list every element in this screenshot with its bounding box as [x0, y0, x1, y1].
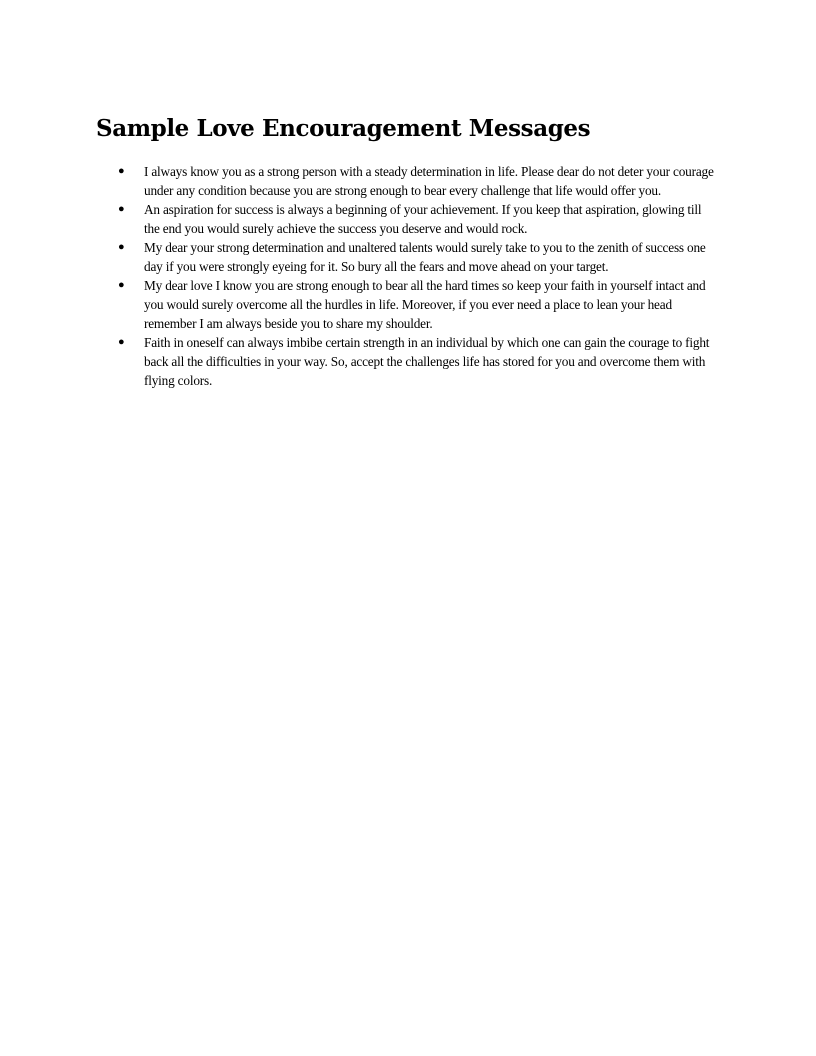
- list-item: [96, 200, 720, 238]
- message-text: Faith in oneself can always imbibe certain strength in an individual by which one can gain the courage to fight back all the difficulties in your way. So, accept the challenges life has stored for you and overcome them with flying colors.: [144, 335, 710, 388]
- bullet-icon: ●: [118, 336, 125, 348]
- bullet-icon: ●: [118, 165, 125, 177]
- message-text: An aspiration for success is always a beginning of your achievement. If you keep that aspiration, glowing till the end you would surely achieve the success you deserve and would rock.: [144, 202, 702, 236]
- message-text: My dear your strong determination and unaltered talents would surely take to you to the zenith of success one day if you were strongly eyeing for it. So bury all the fears and move ahead on your target.: [144, 240, 706, 274]
- list-item: [96, 162, 720, 200]
- document-title: Sample Love Encouragement Messages: [96, 115, 591, 142]
- message-text: I always know you as a strong person with a steady determination in life. Please dear do not deter your courage under any condition because you are strong enough to bear every challenge that life would offer you.: [144, 164, 714, 198]
- bullet-icon: ●: [118, 203, 125, 215]
- bullet-icon: ●: [118, 241, 125, 253]
- list-item: [96, 238, 720, 276]
- bullet-icon: ●: [118, 279, 125, 291]
- list-item: [96, 276, 720, 333]
- list-item: [96, 333, 720, 390]
- message-list: [96, 162, 720, 390]
- message-text: My dear love I know you are strong enough to bear all the hard times so keep your faith in yourself intact and you would surely overcome all the hurdles in life. Moreover, if you ever need a place to lean your head remember I am always beside you to share my shoulder.: [144, 278, 706, 331]
